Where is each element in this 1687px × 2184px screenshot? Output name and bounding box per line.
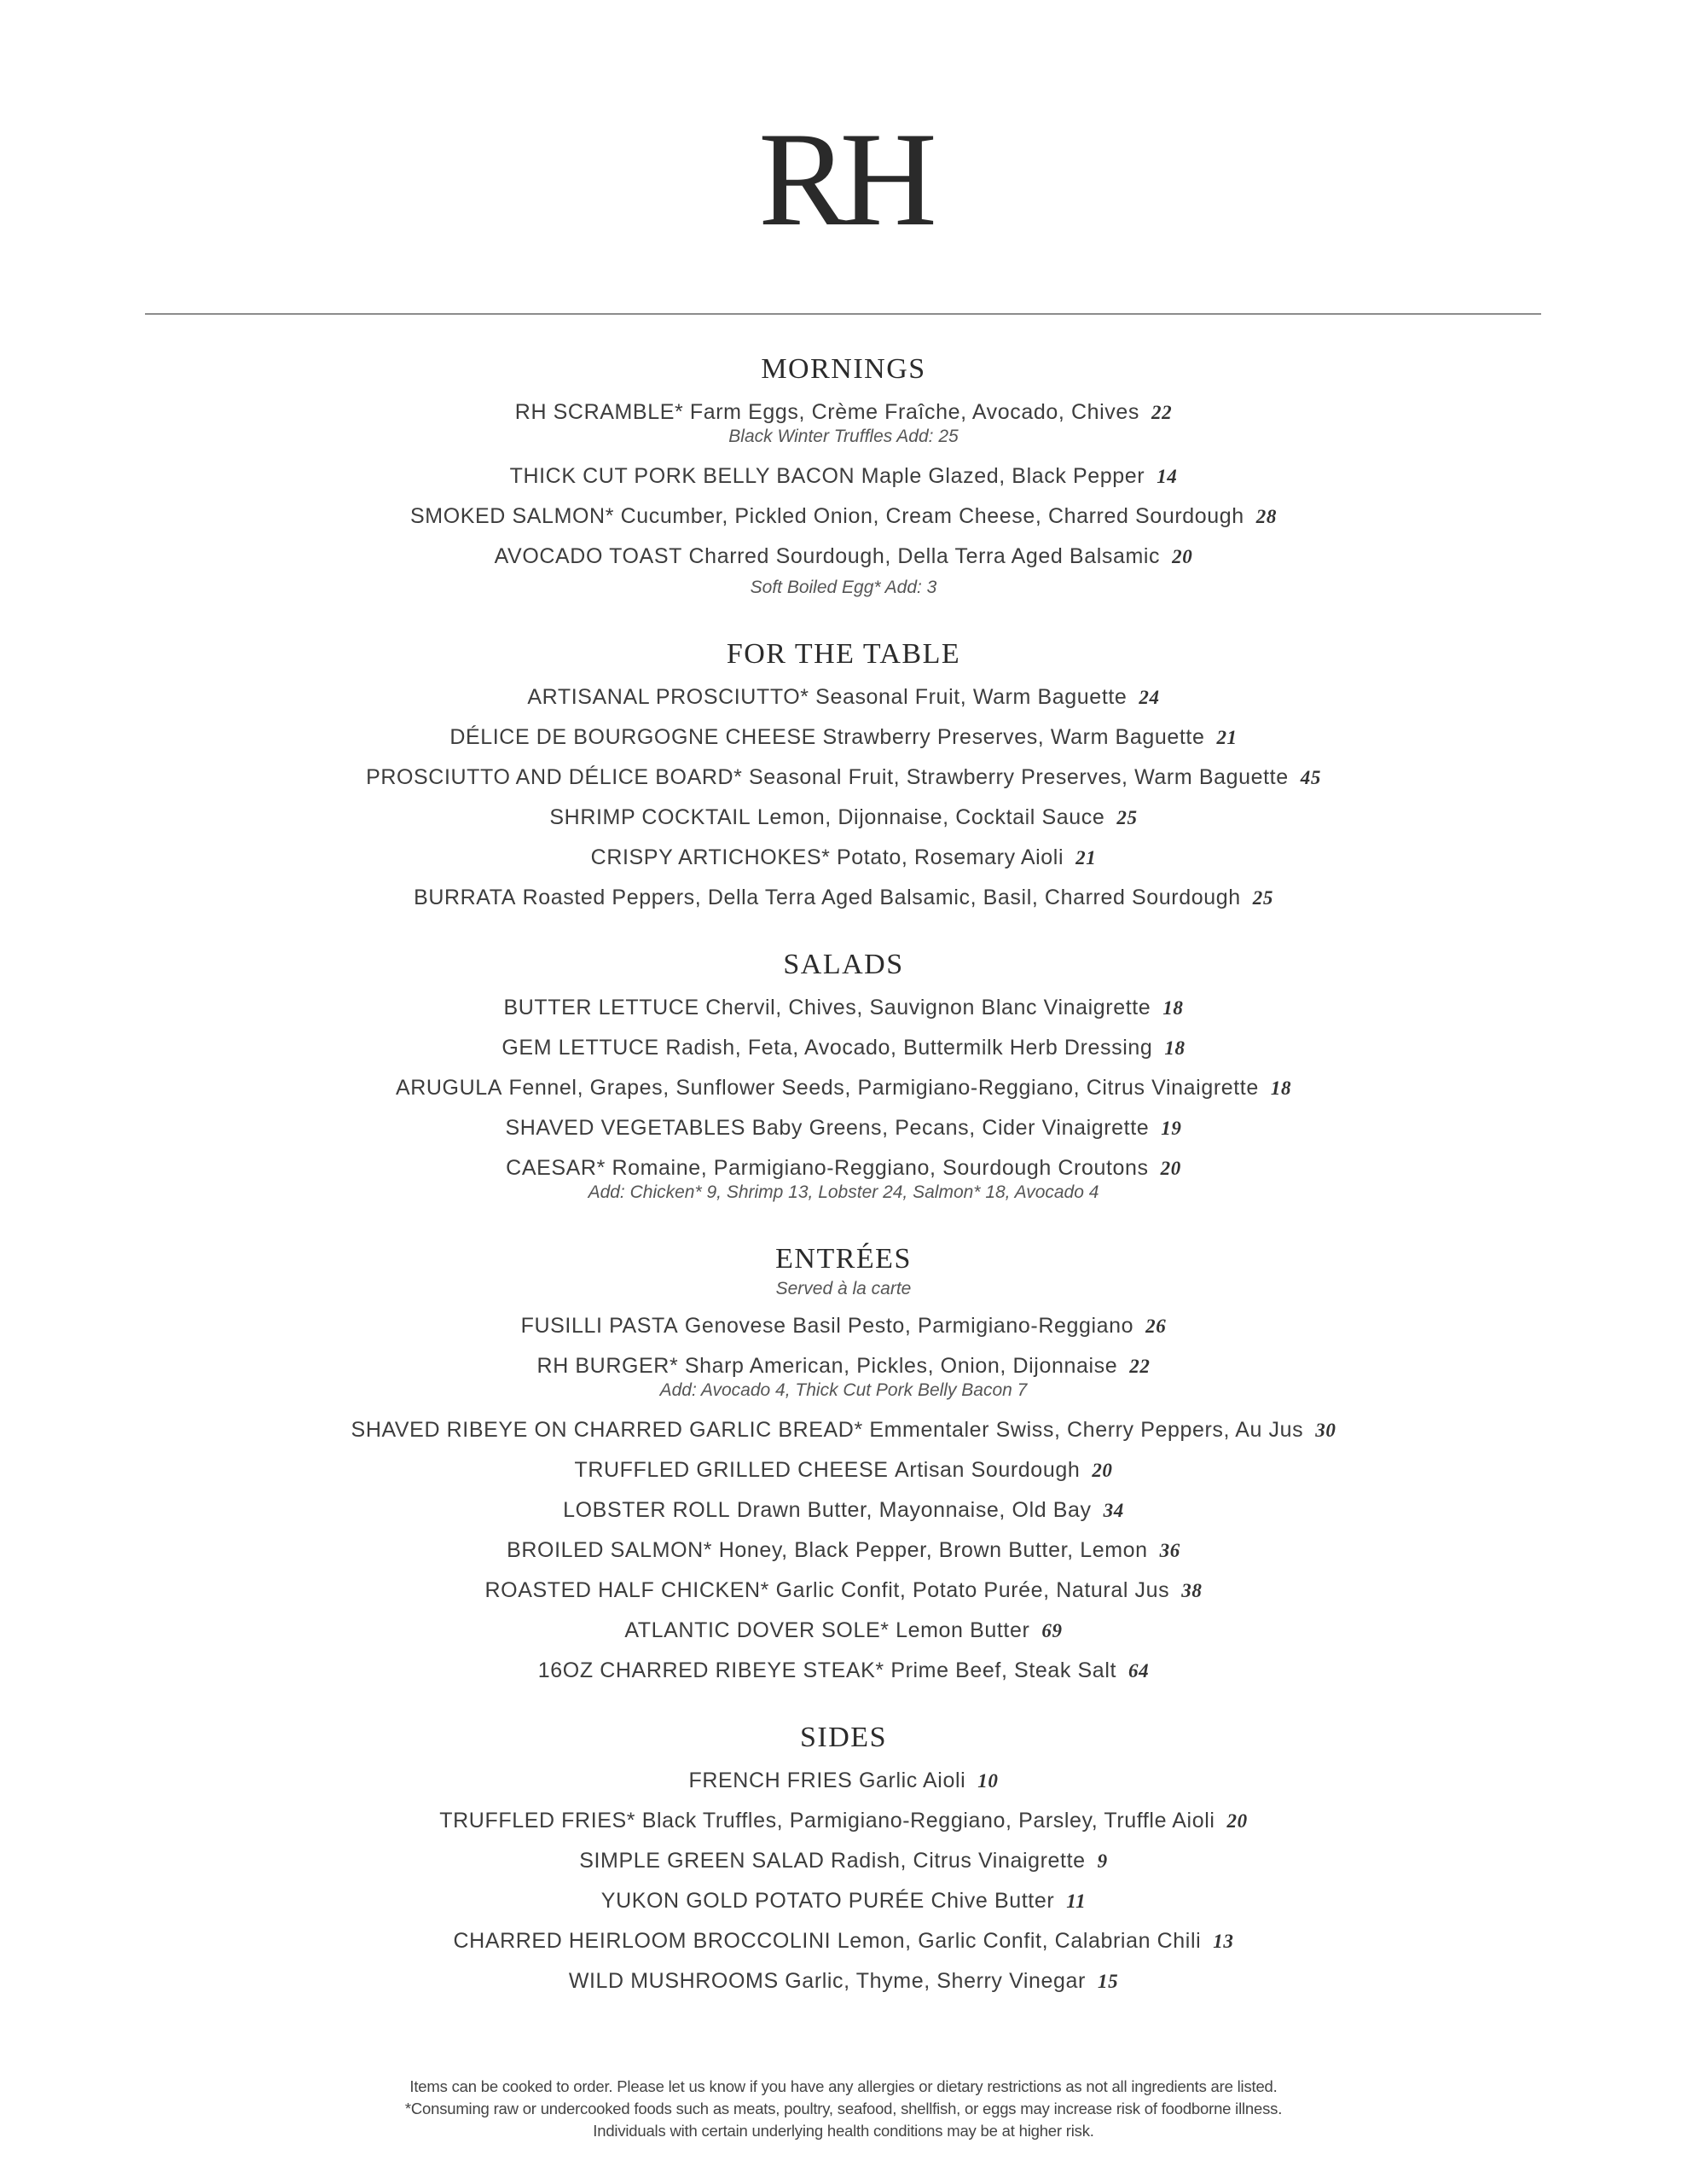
spacer [502, 1077, 509, 1099]
menu-item-name: FRENCH FRIES [688, 1769, 853, 1792]
menu-item-price: 10 [977, 1770, 999, 1792]
menu-item-price: 18 [1162, 997, 1184, 1019]
menu-item-name: CAESAR* [506, 1156, 606, 1180]
section-title: ENTRÉES [775, 1243, 912, 1275]
menu-item-price: 21 [1216, 727, 1238, 748]
menu-item-name: PROSCIUTTO AND DÉLICE BOARD* [366, 765, 743, 789]
menu-add-on-note: Soft Boiled Egg* Add: 3 [750, 578, 937, 597]
menu-item-description: Garlic, Thyme, Sherry Vinegar [785, 1969, 1086, 1993]
menu-item-price: 26 [1145, 1316, 1167, 1337]
menu-item-description: Cucumber, Pickled Onion, Cream Cheese, Charred Sourdough [620, 504, 1244, 528]
menu-item-description: Lemon Butter [896, 1618, 1030, 1642]
menu-item-name: WILD MUSHROOMS [568, 1969, 779, 1993]
spacer [678, 1316, 685, 1337]
menu-item-price: 36 [1159, 1540, 1180, 1561]
menu-item-name: SIMPLE GREEN SALAD [579, 1849, 825, 1873]
section-spacer [0, 1691, 1687, 1710]
menu-item [0, 798, 1687, 838]
menu-item-name: DÉLICE DE BOURGOGNE CHEESE [449, 725, 816, 749]
menu-footer-disclaimer [0, 2076, 1687, 2142]
section-items [0, 1306, 1687, 1691]
menu-item-price: 69 [1041, 1620, 1063, 1641]
spacer [852, 1770, 859, 1792]
menu-item-description: Artisan Sourdough [895, 1458, 1081, 1482]
menu-item-description: Strawberry Preserves, Warm Baguette [822, 725, 1205, 749]
menu-item-price: 45 [1300, 767, 1321, 788]
spacer [614, 506, 621, 527]
menu-item-price: 30 [1315, 1420, 1336, 1441]
spacer [659, 1037, 666, 1059]
menu-item-description: Maple Glazed, Black Pepper [861, 464, 1145, 488]
menu-item-price: 20 [1160, 1158, 1181, 1179]
menu-add-on-note: Add: Avocado 4, Thick Cut Pork Belly Bacon 7 [659, 1380, 1028, 1400]
menu-item-name: RH BURGER* [536, 1354, 679, 1378]
spacer [855, 466, 861, 487]
menu-item-name: ARTISANAL PROSCIUTTO* [527, 685, 809, 709]
menu-item [0, 1921, 1687, 1961]
menu-body [0, 341, 1687, 2001]
menu-item-price: 20 [1092, 1460, 1113, 1481]
section-items [0, 392, 1687, 607]
menu-item-name: 16OZ CHARRED RIBEYE STEAK* [537, 1658, 884, 1682]
menu-item-name: BUTTER LETTUCE [503, 996, 699, 1019]
menu-item [0, 1108, 1687, 1148]
menu-item-name: CHARRED HEIRLOOM BROCCOLINI [453, 1929, 832, 1953]
menu-item-description: Chive Butter [930, 1889, 1055, 1913]
spacer [884, 1660, 891, 1682]
menu-item-name: FUSILLI PASTA [520, 1314, 679, 1338]
spacer [678, 1356, 685, 1377]
menu-item-description: Lemon, Garlic Confit, Calabrian Chili [837, 1929, 1202, 1953]
menu-item-price: 19 [1161, 1118, 1182, 1139]
menu-item [0, 988, 1687, 1028]
menu-item-price: 22 [1129, 1356, 1151, 1377]
spacer [779, 1971, 786, 1992]
menu-item-description: Prime Beef, Steak Salt [890, 1658, 1117, 1682]
menu-item-price: 34 [1103, 1500, 1124, 1521]
menu-item [0, 1068, 1687, 1108]
menu-item-description: Radish, Feta, Avocado, Buttermilk Herb Dressing [665, 1036, 1153, 1060]
spacer [890, 1620, 896, 1641]
section-title: MORNINGS [761, 353, 926, 385]
menu-item-price: 9 [1097, 1850, 1108, 1872]
menu-item-description: Romaine, Parmigiano-Reggiano, Sourdough Croutons [612, 1156, 1149, 1180]
section-items [0, 1761, 1687, 2001]
menu-item-name: LOBSTER ROLL [563, 1498, 731, 1522]
menu-item-name: SHAVED VEGETABLES [505, 1116, 746, 1140]
spacer [606, 1158, 612, 1179]
menu-item [0, 1450, 1687, 1490]
menu-item-name: GEM LETTUCE [501, 1036, 659, 1060]
menu-item-name: THICK CUT PORK BELLY BACON [509, 464, 855, 488]
menu-item [0, 537, 1687, 577]
menu-item-price: 18 [1164, 1037, 1186, 1059]
menu-item [0, 1611, 1687, 1651]
menu-item-price: 14 [1157, 466, 1178, 487]
spacer [769, 1580, 776, 1601]
menu-item-price: 18 [1270, 1077, 1292, 1099]
menu-item-description: Emmentaler Swiss, Cherry Peppers, Au Jus [869, 1418, 1304, 1442]
menu-item-description: Potato, Rosemary Aioli [837, 845, 1064, 869]
menu-section-salads [0, 918, 1687, 1212]
section-spacer [0, 607, 1687, 626]
section-spacer [0, 1212, 1687, 1231]
spacer [825, 1850, 832, 1872]
menu-item-price: 64 [1128, 1660, 1150, 1682]
menu-item-name: ATLANTIC DOVER SOLE* [624, 1618, 890, 1642]
menu-item-description: Lemon, Dijonnaise, Cocktail Sauce [757, 805, 1105, 829]
menu-item [0, 497, 1687, 537]
spacer [745, 1118, 752, 1139]
menu-item-name: AVOCADO TOAST [494, 544, 682, 568]
spacer [516, 887, 523, 909]
menu-item-price: 20 [1226, 1810, 1248, 1832]
spacer [830, 847, 837, 868]
menu-item-description: Charred Sourdough, Della Terra Aged Balsamic [688, 544, 1161, 568]
menu-add-on-note: Black Winter Truffles Add: 25 [728, 427, 959, 446]
menu-item-name: TRUFFLED GRILLED CHEESE [574, 1458, 889, 1482]
menu-item-price: 21 [1075, 847, 1097, 868]
menu-section-sides [0, 1691, 1687, 2001]
menu-item-price: 25 [1252, 887, 1273, 909]
menu-item [0, 1028, 1687, 1068]
menu-section-entr-es [0, 1212, 1687, 1691]
menu-item-description: Fennel, Grapes, Sunflower Seeds, Parmigiano-Reggiano, Citrus Vinaigrette [508, 1076, 1259, 1100]
spacer [889, 1460, 896, 1481]
menu-item [0, 838, 1687, 878]
menu-item-description: Garlic Confit, Potato Purée, Natural Jus [775, 1578, 1170, 1602]
menu-item-name: SHAVED RIBEYE ON CHARRED GARLIC BREAD* [351, 1418, 863, 1442]
section-items [0, 677, 1687, 918]
menu-item-name: YUKON GOLD POTATO PURÉE [600, 1889, 925, 1913]
menu-item-description: Honey, Black Pepper, Brown Butter, Lemon [718, 1538, 1148, 1562]
menu-item [0, 1651, 1687, 1691]
menu-item-price: 22 [1151, 402, 1173, 423]
menu-item [0, 1410, 1687, 1450]
footer-line: Items can be cooked to order. Please let us know if you have any allergies or dietary restrictions as not all ingredients are listed. [409, 2077, 1278, 2095]
spacer [809, 687, 816, 708]
spacer [863, 1420, 870, 1441]
menu-item-name: ARUGULA [395, 1076, 502, 1100]
spacer [751, 807, 757, 828]
spacer [712, 1540, 719, 1561]
header-divider [145, 313, 1541, 315]
menu-item [0, 1841, 1687, 1881]
section-subtitle: Served à la carte [775, 1279, 912, 1298]
menu-item-name: TRUFFLED FRIES* [439, 1809, 636, 1833]
footer-line: Individuals with certain underlying health conditions may be at higher risk. [593, 2122, 1094, 2140]
menu-item-description: Sharp American, Pickles, Onion, Dijonnaise [684, 1354, 1118, 1378]
spacer [683, 402, 690, 423]
menu-item-price: 15 [1097, 1971, 1119, 1992]
menu-item-price: 24 [1139, 687, 1160, 708]
menu-item-description: Garlic Aioli [858, 1769, 966, 1792]
section-title: SIDES [800, 1722, 887, 1753]
menu-item-description: Baby Greens, Pecans, Cider Vinaigrette [751, 1116, 1150, 1140]
menu-item [0, 1761, 1687, 1801]
section-items [0, 988, 1687, 1212]
menu-item [0, 1306, 1687, 1346]
menu-item-name: BURRATA [414, 886, 517, 909]
footer-line: *Consuming raw or undercooked foods such as meats, poultry, seafood, shellfish, or eggs may increase risk of foodborne illness. [404, 2100, 1283, 2117]
menu-item-name: RH SCRAMBLE* [514, 400, 684, 424]
menu-item-name: BROILED SALMON* [507, 1538, 713, 1562]
spacer [816, 727, 823, 748]
spacer [682, 546, 689, 567]
menu-item-price: 13 [1213, 1931, 1234, 1952]
spacer [925, 1891, 931, 1912]
menu-item-description: Drawn Butter, Mayonnaise, Old Bay [736, 1498, 1092, 1522]
menu-item-description: Roasted Peppers, Della Terra Aged Balsamic, Basil, Charred Sourdough [522, 886, 1241, 909]
menu-item-description: Seasonal Fruit, Strawberry Preserves, Warm Baguette [749, 765, 1289, 789]
menu-item-name: CRISPY ARTICHOKES* [590, 845, 831, 869]
spacer [831, 1931, 838, 1952]
menu-item [0, 717, 1687, 758]
menu-item-description: Genovese Basil Pesto, Parmigiano-Reggiano [684, 1314, 1134, 1338]
section-title: FOR THE TABLE [726, 638, 961, 670]
menu-item [0, 456, 1687, 497]
menu-item [0, 1490, 1687, 1531]
rh-logo: RH [758, 105, 929, 254]
menu-item-description: Chervil, Chives, Sauvignon Blanc Vinaigrette [705, 996, 1151, 1019]
menu-item [0, 1531, 1687, 1571]
menu-section-for-the-table [0, 607, 1687, 918]
menu-item-name: ROASTED HALF CHICKEN* [484, 1578, 770, 1602]
menu-item [0, 1961, 1687, 2001]
menu-item-description: Farm Eggs, Crème Fraîche, Avocado, Chives [689, 400, 1139, 424]
menu-item-price: 25 [1116, 807, 1138, 828]
spacer [730, 1500, 737, 1521]
menu-item-price: 20 [1172, 546, 1193, 567]
menu-item-name: SHRIMP COCKTAIL [549, 805, 751, 829]
spacer [699, 997, 706, 1019]
menu-section-mornings [0, 341, 1687, 607]
menu-item-price: 38 [1181, 1580, 1203, 1601]
spacer [635, 1810, 642, 1832]
menu-item-description: Radish, Citrus Vinaigrette [831, 1849, 1086, 1873]
menu-item [0, 1571, 1687, 1611]
menu-item [0, 1881, 1687, 1921]
menu-item-name: SMOKED SALMON* [410, 504, 615, 528]
menu-add-on-note: Add: Chicken* 9, Shrimp 13, Lobster 24, Salmon* 18, Avocado 4 [588, 1182, 1099, 1202]
menu-item-description: Seasonal Fruit, Warm Baguette [815, 685, 1128, 709]
section-spacer [0, 918, 1687, 937]
menu-item [0, 758, 1687, 798]
menu-item [0, 878, 1687, 918]
section-title: SALADS [783, 949, 904, 980]
menu-item-price: 11 [1066, 1891, 1087, 1912]
spacer [742, 767, 749, 788]
menu-item-description: Black Truffles, Parmigiano-Reggiano, Parsley, Truffle Aioli [641, 1809, 1215, 1833]
menu-item [0, 677, 1687, 717]
menu-item-price: 28 [1255, 506, 1277, 527]
menu-item [0, 1801, 1687, 1841]
